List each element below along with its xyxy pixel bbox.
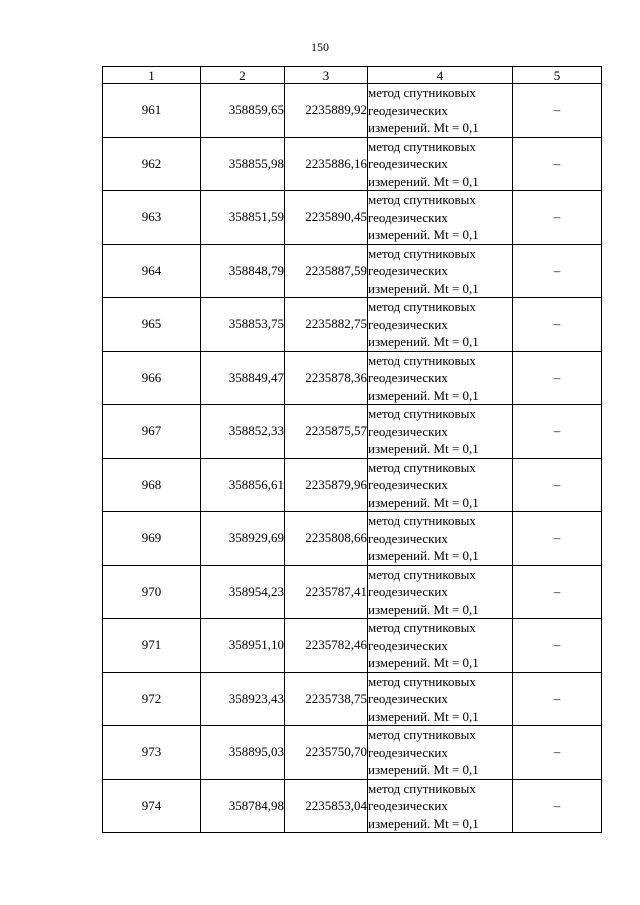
method-line: метод спутниковых	[368, 566, 476, 582]
y-coordinate-cell: 2235889,92	[285, 84, 368, 138]
table-row	[103, 779, 602, 833]
method-line: метод спутниковых	[368, 138, 476, 154]
method-line: геодезических	[368, 691, 448, 706]
method-line: метод спутниковых	[368, 459, 476, 475]
note-cell: –	[513, 298, 602, 352]
method-line: геодезических	[368, 316, 448, 332]
method-cell	[368, 137, 513, 191]
method-line: измерений. Mt = 0,1	[368, 548, 479, 563]
method-line: геодезических	[368, 584, 448, 599]
method-cell	[368, 672, 513, 726]
x-coordinate-cell: 358954,23	[201, 565, 285, 619]
method-line: метод спутниковых	[368, 245, 476, 261]
note-cell: –	[513, 512, 602, 566]
method-line: метод спутниковых	[368, 513, 476, 528]
method-line: геодезических	[368, 102, 448, 118]
table-row	[103, 619, 602, 673]
note-cell: –	[513, 137, 602, 191]
method-line: измерений. Mt = 0,1	[368, 227, 479, 242]
y-coordinate-cell: 2235887,59	[285, 244, 368, 298]
method-cell	[368, 565, 513, 619]
x-coordinate-cell: 358853,75	[201, 298, 285, 352]
method-line: геодезических	[368, 477, 448, 492]
method-cell	[368, 512, 513, 566]
point-number-cell: 974	[103, 779, 201, 833]
column-header-4: 4	[368, 67, 513, 84]
table-row	[103, 458, 602, 512]
table-row	[103, 565, 602, 619]
table-row	[103, 244, 602, 298]
method-line: измерений. Mt = 0,1	[368, 280, 479, 296]
column-header-1: 1	[103, 67, 201, 84]
method-line: метод спутниковых	[368, 299, 476, 314]
note-cell: –	[513, 84, 602, 138]
point-number-cell: 962	[103, 137, 201, 191]
method-cell	[368, 244, 513, 298]
method-cell	[368, 779, 513, 833]
method-line: метод спутниковых	[368, 727, 476, 742]
table-row	[103, 672, 602, 726]
note-cell: –	[513, 726, 602, 780]
y-coordinate-cell: 2235782,46	[285, 619, 368, 673]
method-line: измерений. Mt = 0,1	[368, 334, 479, 349]
column-header-2: 2	[201, 67, 285, 84]
y-coordinate-cell: 2235882,75	[285, 298, 368, 352]
table-row	[103, 191, 602, 245]
x-coordinate-cell: 358923,43	[201, 672, 285, 726]
y-coordinate-cell: 2235886,16	[285, 137, 368, 191]
point-number-cell: 971	[103, 619, 201, 673]
coordinates-table	[102, 66, 602, 833]
method-line: геодезических	[368, 637, 448, 653]
point-number-cell: 973	[103, 726, 201, 780]
table-row	[103, 298, 602, 352]
method-cell	[368, 298, 513, 352]
table-row	[103, 405, 602, 459]
method-cell	[368, 458, 513, 512]
method-line: геодезических	[368, 370, 448, 385]
x-coordinate-cell: 358849,47	[201, 351, 285, 405]
column-header-5: 5	[513, 67, 602, 84]
point-number-cell: 965	[103, 298, 201, 352]
method-line: метод спутниковых	[368, 673, 476, 689]
method-line: измерений. Mt = 0,1	[368, 815, 479, 831]
method-line: измерений. Mt = 0,1	[368, 441, 479, 456]
method-cell	[368, 351, 513, 405]
point-number-cell: 963	[103, 191, 201, 245]
method-line: измерений. Mt = 0,1	[368, 655, 479, 670]
method-line: метод спутниковых	[368, 352, 476, 368]
y-coordinate-cell: 2235808,66	[285, 512, 368, 566]
point-number-cell: 966	[103, 351, 201, 405]
x-coordinate-cell: 358859,65	[201, 84, 285, 138]
point-number-cell: 968	[103, 458, 201, 512]
point-number-cell: 961	[103, 84, 201, 138]
y-coordinate-cell: 2235787,41	[285, 565, 368, 619]
y-coordinate-cell: 2235879,96	[285, 458, 368, 512]
page-number: 150	[311, 40, 329, 54]
table-header-row	[103, 67, 602, 84]
note-cell: –	[513, 244, 602, 298]
table-row	[103, 84, 602, 138]
note-cell: –	[513, 619, 602, 673]
method-cell	[368, 619, 513, 673]
note-cell: –	[513, 779, 602, 833]
y-coordinate-cell: 2235738,75	[285, 672, 368, 726]
point-number-cell: 964	[103, 244, 201, 298]
method-line: измерений. Mt = 0,1	[368, 708, 479, 724]
method-line: метод спутниковых	[368, 406, 476, 421]
method-line: измерений. Mt = 0,1	[368, 762, 479, 777]
table-row	[103, 137, 602, 191]
x-coordinate-cell: 358851,59	[201, 191, 285, 245]
table-row	[103, 726, 602, 780]
method-cell	[368, 405, 513, 459]
x-coordinate-cell: 358855,98	[201, 137, 285, 191]
table-row	[103, 351, 602, 405]
method-cell	[368, 726, 513, 780]
method-line: метод спутниковых	[368, 780, 476, 796]
method-line: измерений. Mt = 0,1	[368, 494, 479, 510]
x-coordinate-cell: 358784,98	[201, 779, 285, 833]
y-coordinate-cell: 2235890,45	[285, 191, 368, 245]
point-number-cell: 969	[103, 512, 201, 566]
y-coordinate-cell: 2235878,36	[285, 351, 368, 405]
note-cell: –	[513, 458, 602, 512]
point-number-cell: 967	[103, 405, 201, 459]
method-line: измерений. Mt = 0,1	[368, 173, 479, 189]
note-cell: –	[513, 351, 602, 405]
method-line: метод спутниковых	[368, 620, 476, 635]
point-number-cell: 972	[103, 672, 201, 726]
x-coordinate-cell: 358848,79	[201, 244, 285, 298]
x-coordinate-cell: 358856,61	[201, 458, 285, 512]
method-line: геодезических	[368, 423, 448, 439]
method-line: геодезических	[368, 744, 448, 760]
method-line: измерений. Mt = 0,1	[368, 120, 479, 135]
note-cell: –	[513, 191, 602, 245]
method-line: геодезических	[368, 798, 448, 813]
method-line: геодезических	[368, 263, 448, 278]
x-coordinate-cell: 358895,03	[201, 726, 285, 780]
method-line: геодезических	[368, 209, 448, 225]
method-cell	[368, 84, 513, 138]
method-line: измерений. Mt = 0,1	[368, 387, 479, 403]
note-cell: –	[513, 565, 602, 619]
x-coordinate-cell: 358951,10	[201, 619, 285, 673]
note-cell: –	[513, 672, 602, 726]
table-body	[103, 84, 602, 833]
y-coordinate-cell: 2235875,57	[285, 405, 368, 459]
point-number-cell: 970	[103, 565, 201, 619]
note-cell: –	[513, 405, 602, 459]
x-coordinate-cell: 358929,69	[201, 512, 285, 566]
table-row	[103, 512, 602, 566]
y-coordinate-cell: 2235853,04	[285, 779, 368, 833]
x-coordinate-cell: 358852,33	[201, 405, 285, 459]
column-header-3: 3	[285, 67, 368, 84]
method-line: метод спутниковых	[368, 85, 476, 100]
method-line: геодезических	[368, 530, 448, 546]
method-line: геодезических	[368, 156, 448, 171]
method-line: метод спутниковых	[368, 192, 476, 207]
method-cell	[368, 191, 513, 245]
y-coordinate-cell: 2235750,70	[285, 726, 368, 780]
method-line: измерений. Mt = 0,1	[368, 601, 479, 617]
